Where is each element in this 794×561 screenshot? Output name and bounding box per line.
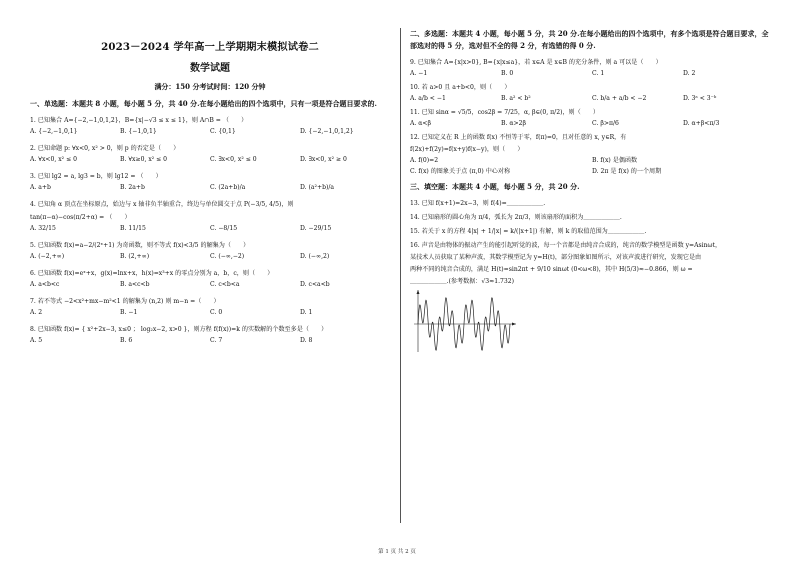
option-b: B. α>2β bbox=[501, 120, 526, 127]
option-c: C. 1 bbox=[592, 70, 605, 77]
option-c: C. {0,1} bbox=[210, 128, 236, 135]
question-stem: 6. 已知函数 f(x)=eˣ+x，g(x)=lnx+x，h(x)=x³+x 的零点分别为 a，b，c，则（ ） bbox=[30, 270, 274, 277]
option-c: C. f(x) 的图象关于点 (π,0) 中心对称 bbox=[410, 168, 511, 175]
question-12 bbox=[410, 133, 774, 176]
option-d: D. 2 bbox=[683, 70, 696, 77]
option-c: C. 7 bbox=[210, 337, 223, 344]
question-2 bbox=[30, 144, 390, 164]
question-15 bbox=[410, 227, 774, 236]
options bbox=[30, 183, 390, 192]
question-9 bbox=[410, 58, 774, 78]
question-stem-line-4: ＿＿＿＿＿＿.(参考数据：√3≈1.732) bbox=[410, 278, 515, 285]
option-c: C. −8/15 bbox=[210, 225, 238, 232]
options bbox=[30, 155, 390, 164]
page-footer: 第 1 页 共 2 页 bbox=[378, 549, 416, 555]
options-row-1 bbox=[410, 156, 774, 165]
options bbox=[30, 280, 390, 289]
question-stem: 15. 若关于 x 的方程 4|x| + 1/|x| = k/(|x+1|) 有解，则 k 的取值范围为＿＿＿＿＿＿. bbox=[410, 228, 647, 235]
option-c: C. (2a+b)/a bbox=[210, 184, 246, 191]
question-8 bbox=[30, 325, 390, 345]
question-stem: 13. 已知 f(x+1)=2x−3，则 f(4)=＿＿＿＿＿＿. bbox=[410, 200, 546, 207]
option-d: D. 1 bbox=[300, 309, 313, 316]
options-row-2 bbox=[410, 167, 774, 176]
sound-wave-graph bbox=[410, 286, 520, 356]
y-axis-arrow-icon bbox=[417, 290, 420, 294]
question-stem-continued: tan(π−α)−cos(π/2+α) = （ ） bbox=[30, 214, 131, 221]
option-a: A. 5 bbox=[30, 337, 43, 344]
question-stem: 9. 已知集合 A={x|x>0}, B={x|x≤a}，若 x∈A 是 x∈B 的充分条件，则 a 可以是（ ） bbox=[410, 59, 662, 66]
options bbox=[30, 336, 390, 345]
option-d: D. −29/15 bbox=[300, 225, 332, 232]
option-c: C. 0 bbox=[210, 309, 223, 316]
options bbox=[30, 252, 390, 261]
option-d: D. α+β<π/3 bbox=[683, 120, 720, 127]
option-d: D. (−∞,2) bbox=[300, 253, 330, 260]
option-c: C. ∃x<0, x² ≤ 0 bbox=[210, 156, 257, 163]
option-a: A. (−2,+∞) bbox=[30, 253, 65, 260]
question-stem: 10. 若 a>0 且 a+b<0，则（ ） bbox=[410, 84, 511, 91]
right-column bbox=[410, 26, 774, 361]
option-d: D. {−2,−1,0,1,2} bbox=[300, 128, 354, 135]
question-stem: 12. 已知定义在 R 上的函数 f(x) 不恒等于零，f(π)=0，且对任意的 x, y∈R，有 bbox=[410, 134, 627, 141]
question-stem: 4. 已知角 α 顶点在坐标原点，始边与 x 轴非负半轴重合，终边与单位圆交于点 P(−3/5, 4/5)，则 bbox=[30, 201, 294, 208]
question-stem: 8. 已知函数 f(x)= { x²+2x−3, x≤0 ； log₂x−2, x>0 }，则方程 f(f(x))=k 的实数解的个数至多是（ ） bbox=[30, 326, 328, 333]
column-divider bbox=[400, 28, 401, 523]
option-b: B. a² < b² bbox=[501, 95, 531, 102]
option-d: D. c<a<b bbox=[300, 281, 330, 288]
wave-curve bbox=[418, 298, 510, 350]
exam-title: 2023－2024 学年高一上学期期末模拟试卷二 bbox=[101, 41, 319, 53]
question-stem: 11. 已知 sinα = √5/5，cos2β = 7/25，α, β∈(0, π/2)，则（ ） bbox=[410, 109, 600, 116]
option-b: B. 11/15 bbox=[120, 225, 146, 232]
option-a: A. a<b<c bbox=[30, 281, 60, 288]
option-a: A. ∀x<0, x² ≤ 0 bbox=[30, 156, 77, 163]
t-axis-arrow-icon bbox=[512, 323, 516, 326]
exam-subject: 数学试题 bbox=[190, 63, 230, 74]
option-d: D. ∃x<0, x² ≥ 0 bbox=[300, 156, 347, 163]
options bbox=[410, 69, 774, 78]
option-d: D. (a²+b)/a bbox=[300, 184, 335, 191]
question-stem: 5. 已知函数 f(x)=a−2/(2ˣ+1) 为奇函数，则不等式 f(x)<3/5 的解集为（ ） bbox=[30, 242, 250, 249]
question-stem-line-3: 两种不同的纯音合成的，满足 H(t)=sin2πt + 9/10 sinωt (0<ω<8)，其中 H(5/3)≈−0.866，则 ω = bbox=[410, 266, 693, 273]
options bbox=[410, 119, 774, 128]
question-5 bbox=[30, 241, 390, 261]
section-multiple-choice: 二、多选题：本题共 4 小题，每小题 5 分，共 20 分.在每小题给出的四个选项中，有多个选项是符合题目要求，全部选对的得 5 分，选对但不全的得 2 分，有选错的得 0 分. bbox=[410, 29, 769, 50]
section-single-choice: 一、单选题：本题共 8 小题，每小题 5 分，共 40 分.在每小题给出的四个选项中，只有一项是符合题目要求的. bbox=[30, 99, 377, 108]
option-b: B. ∀x≥0, x² ≤ 0 bbox=[120, 156, 168, 163]
question-stem: 7. 若不等式 −2<x²+mx−m²<1 的解集为 (n,2) 则 m−n =（ ） bbox=[30, 298, 220, 305]
options bbox=[30, 127, 390, 136]
option-b: B. −1 bbox=[120, 309, 138, 316]
option-a: A. −1 bbox=[410, 70, 428, 77]
option-a: A. a+b bbox=[30, 184, 51, 191]
question-11 bbox=[410, 108, 774, 128]
option-d: D. 3ᵃ < 3⁻ᵇ bbox=[683, 95, 717, 102]
section-fill-in: 三、填空题：本题共 4 小题，每小题 5 分，共 20 分. bbox=[410, 182, 580, 191]
option-c: C. b/a + a/b < −2 bbox=[592, 95, 647, 102]
left-column bbox=[30, 26, 390, 353]
option-d: D. 2π 是 f(x) 的一个周期 bbox=[592, 168, 662, 175]
option-b: B. a<c<b bbox=[120, 281, 150, 288]
question-stem: 1. 已知集合 A={−2,−1,0,1,2}，B={x|−√3 ≤ x ≤ 1}，则 A∩B = （ ） bbox=[30, 117, 248, 124]
option-a: A. {−2,−1,0,1} bbox=[30, 128, 78, 135]
question-stem: 14. 已知扇形的圆心角为 π/4，弧长为 2π/3，则该扇形的面积为＿＿＿＿＿＿. bbox=[410, 214, 622, 221]
option-a: A. 2 bbox=[30, 309, 43, 316]
option-b: B. 0 bbox=[501, 70, 514, 77]
option-c: C. β>π/6 bbox=[592, 120, 619, 127]
question-14 bbox=[410, 213, 774, 222]
option-b: B. (2,+∞) bbox=[120, 253, 150, 260]
question-stem: 16. 声音是由物体的振动产生的能引起听觉的波，每一个音都是由纯音合成的，纯音的数学模型是函数 y=Asinωt， bbox=[410, 242, 722, 249]
option-b: B. {−1,0,1} bbox=[120, 128, 157, 135]
exam-meta: 满分：150 分考试时间：120 分钟 bbox=[154, 82, 266, 91]
option-d: D. 8 bbox=[300, 337, 313, 344]
question-stem: 2. 已知命题 p: ∀x<0, x² > 0，则 p 的否定是（ ） bbox=[30, 145, 180, 152]
option-a: A. α<β bbox=[410, 120, 432, 127]
option-b: B. 2a+b bbox=[120, 184, 145, 191]
question-stem-line-2: 某技术人员获取了某种声波，其数学模型记为 y=H(t)，部分图象如图所示，对该声波进行研究，发现它是由 bbox=[410, 254, 702, 261]
option-a: A. a/b < −1 bbox=[410, 95, 446, 102]
question-16 bbox=[410, 241, 774, 356]
option-b: B. f(x) 是偶函数 bbox=[592, 157, 638, 164]
question-10 bbox=[410, 83, 774, 103]
question-3 bbox=[30, 172, 390, 192]
question-4 bbox=[30, 200, 390, 233]
option-c: C. (−∞,−2) bbox=[210, 253, 245, 260]
question-stem-continued: f(2x)+f(2y)=f(x+y)f(x−y)，则（ ） bbox=[410, 146, 524, 153]
option-b: B. 6 bbox=[120, 337, 133, 344]
question-6 bbox=[30, 269, 390, 289]
question-stem: 3. 已知 lg2 = a, lg3 = b，则 lg12 = （ ） bbox=[30, 173, 162, 180]
options bbox=[30, 308, 390, 317]
options bbox=[410, 94, 774, 103]
question-7 bbox=[30, 297, 390, 317]
question-13 bbox=[410, 199, 774, 208]
option-a: A. 32/15 bbox=[30, 225, 56, 232]
option-c: C. c<b<a bbox=[210, 281, 240, 288]
options bbox=[30, 224, 390, 233]
option-a: A. f(0)=2 bbox=[410, 157, 439, 164]
question-1 bbox=[30, 116, 390, 136]
